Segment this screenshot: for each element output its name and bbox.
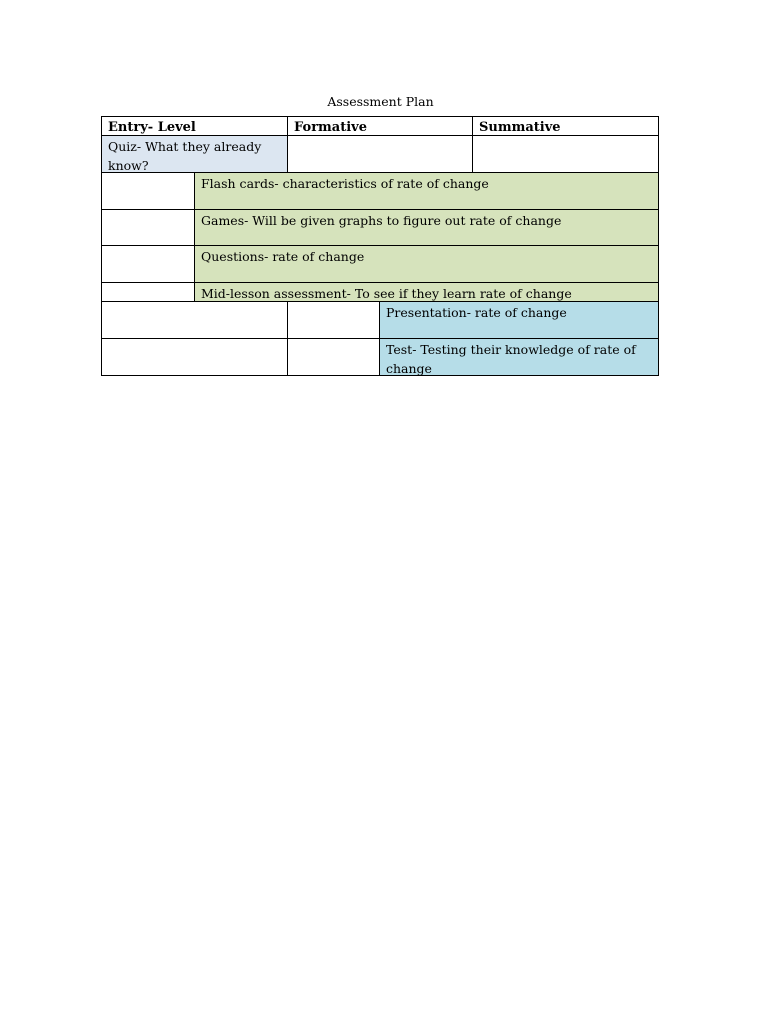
summative-presentation: Presentation- rate of change [379, 301, 659, 339]
empty-cell [101, 172, 195, 210]
assessment-plan-table [102, 117, 659, 377]
header-formative: Formative [287, 116, 473, 136]
empty-cell [287, 338, 380, 376]
document-title: Assessment Plan [327, 94, 434, 109]
header-summative: Summative [472, 116, 659, 136]
empty-cell [287, 135, 473, 173]
empty-cell [101, 338, 288, 376]
formative-mid-lesson: Mid-lesson assessment- To see if they learn rate of change [194, 282, 659, 302]
header-entry-level: Entry- Level [101, 116, 288, 136]
empty-cell [101, 245, 195, 283]
summative-test: Test- Testing their knowledge of rate of change [379, 338, 659, 376]
empty-cell [472, 135, 659, 173]
formative-games: Games- Will be given graphs to figure out rate of change [194, 209, 659, 246]
empty-cell [101, 209, 195, 246]
formative-questions: Questions- rate of change [194, 245, 659, 283]
entry-quiz-cell: Quiz- What they already know? [101, 135, 288, 173]
formative-flash-cards: Flash cards- characteristics of rate of change [194, 172, 659, 210]
empty-cell [101, 301, 288, 339]
empty-cell [101, 282, 195, 302]
empty-cell [287, 301, 380, 339]
